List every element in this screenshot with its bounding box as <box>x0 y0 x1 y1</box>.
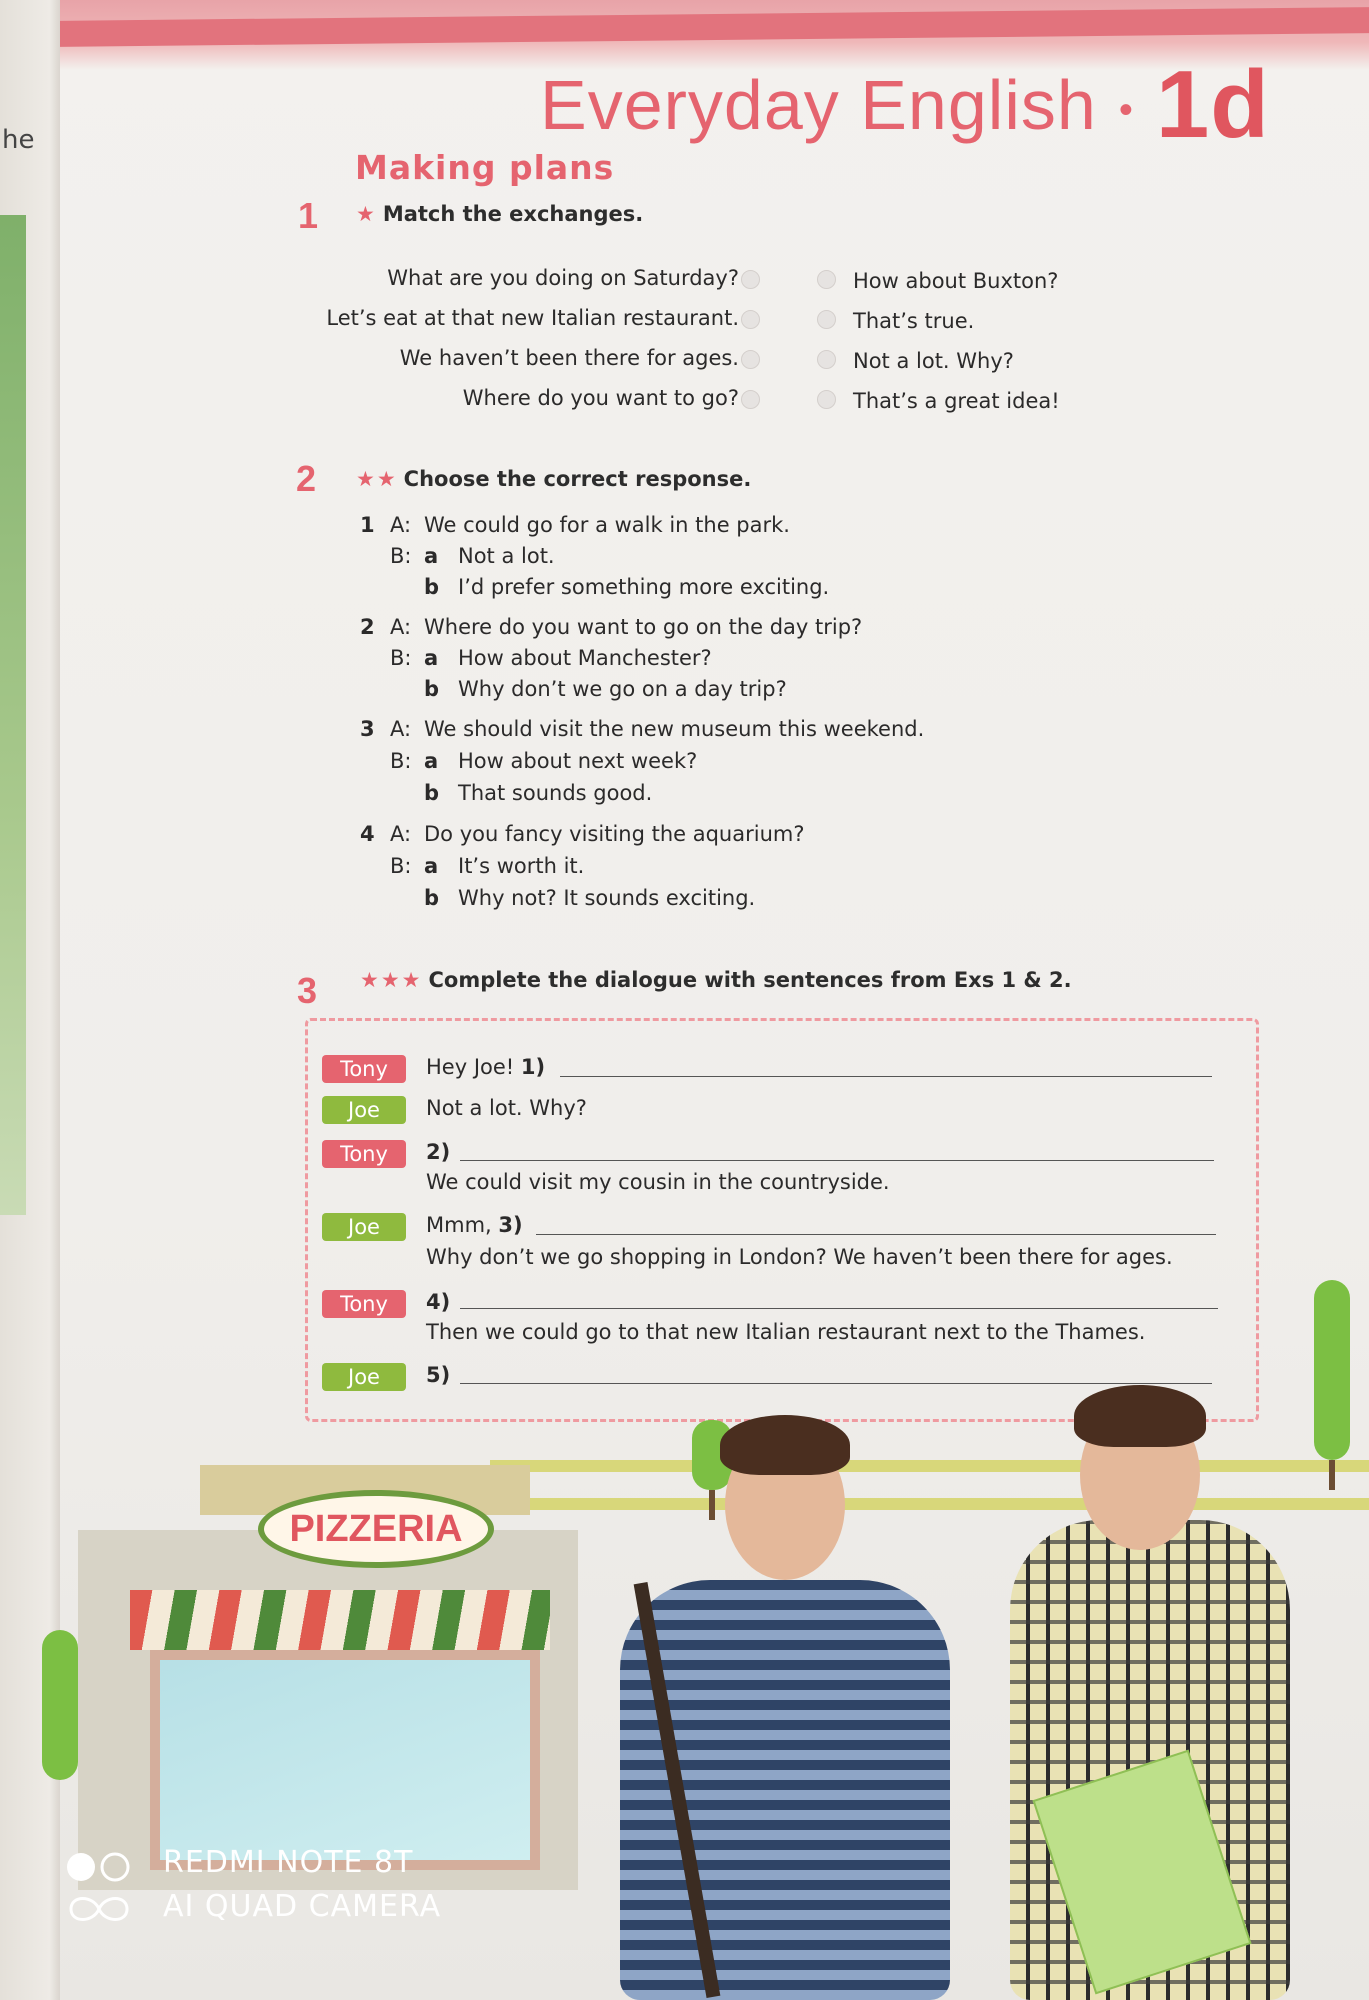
dialogue-line-2: Not a lot. Why? <box>426 1096 587 1120</box>
match-left-dot-3[interactable] <box>741 350 760 369</box>
ex2-item-1-option-b[interactable]: b I’d prefer something more exciting. <box>424 575 830 599</box>
difficulty-stars: ★ <box>356 202 377 226</box>
match-right-4: That’s a great idea! <box>853 389 1060 413</box>
speaker-tony: Tony <box>322 1140 406 1168</box>
exercise-2-number: 2 <box>296 458 317 499</box>
exercise-3-instruction <box>360 968 1072 992</box>
match-right-3: Not a lot. Why? <box>853 349 1014 373</box>
exercise-1-number: 1 <box>298 195 319 236</box>
tree-icon <box>42 1630 78 1780</box>
ex2-item-2-option-a[interactable]: B: a How about Manchester? <box>390 646 712 670</box>
match-right-dot-3[interactable] <box>817 350 836 369</box>
watermark-line-1: REDMI NOTE 8T <box>163 1845 414 1880</box>
match-left-1: What are you doing on Saturday? <box>387 266 739 290</box>
camera-logo-icon <box>65 1851 135 1931</box>
boy-hair <box>720 1415 850 1475</box>
previous-page-text-fragment: he <box>2 125 35 155</box>
match-left-4: Where do you want to go? <box>462 386 739 410</box>
exercise-3-number: 3 <box>297 970 318 1011</box>
difficulty-stars: ★★ <box>356 467 398 491</box>
page-title <box>540 42 1270 158</box>
match-left-dot-2[interactable] <box>741 310 760 329</box>
ex2-item-4-option-b[interactable]: b Why not? It sounds exciting. <box>424 886 756 910</box>
ex2-item-3-option-b[interactable]: b That sounds good. <box>424 781 653 805</box>
street-line-top <box>490 1460 1369 1472</box>
speaker-joe: Joe <box>322 1363 406 1391</box>
striped-awning <box>130 1590 550 1650</box>
match-right-2: That’s true. <box>853 309 975 333</box>
dialogue-line-4: Mmm, 3) <box>426 1213 523 1237</box>
section-heading: Making plans <box>355 148 615 187</box>
answer-blank-1[interactable] <box>560 1076 1212 1077</box>
match-right-dot-4[interactable] <box>817 390 836 409</box>
match-right-dot-2[interactable] <box>817 310 836 329</box>
speaker-tony: Tony <box>322 1290 406 1318</box>
answer-blank-4[interactable] <box>460 1308 1218 1309</box>
exercise-2-instruction <box>356 467 751 491</box>
ex2-item-1-option-a[interactable]: B: a Not a lot. <box>390 544 555 568</box>
ex2-item-3-option-a[interactable]: B: a How about next week? <box>390 749 698 773</box>
workbook-page <box>60 0 1369 2000</box>
header-stripe <box>60 7 1369 47</box>
ex2-item-3-question: 3 A: We should visit the new museum this weekend. <box>360 717 925 741</box>
dialogue-line-6-number: 4) <box>426 1290 451 1314</box>
dialogue-line-6: Then we could go to that new Italian restaurant next to the Thames. <box>426 1320 1146 1344</box>
match-left-dot-4[interactable] <box>741 390 760 409</box>
difficulty-stars: ★★★ <box>360 968 423 992</box>
pizzeria-window <box>150 1650 540 1870</box>
answer-blank-2[interactable] <box>460 1160 1214 1161</box>
speaker-joe: Joe <box>322 1213 406 1241</box>
speaker-joe: Joe <box>322 1096 406 1124</box>
ex2-item-2-question: 2 A: Where do you want to go on the day trip? <box>360 615 863 639</box>
ex2-item-1-question: 1 A: We could go for a walk in the park. <box>360 513 790 537</box>
answer-blank-3[interactable] <box>536 1234 1216 1235</box>
dialogue-line-7-number: 5) <box>426 1363 451 1387</box>
dialogue-line-3-number: 2) <box>426 1140 451 1164</box>
match-left-3: We haven’t been there for ages. <box>399 346 739 370</box>
dialogue-line-1: Hey Joe! 1) <box>426 1055 546 1079</box>
ex2-item-4-option-a[interactable]: B: a It’s worth it. <box>390 854 585 878</box>
answer-blank-5[interactable] <box>460 1383 1212 1384</box>
pizzeria-sign: PIZZERIA <box>258 1490 494 1568</box>
dialogue-line-3: We could visit my cousin in the countryside. <box>426 1170 890 1194</box>
title-bullet: • <box>1118 88 1134 133</box>
speaker-tony: Tony <box>322 1055 406 1083</box>
tree-trunk <box>709 1490 715 1520</box>
match-left-dot-1[interactable] <box>741 270 760 289</box>
ex2-item-4-question: 4 A: Do you fancy visiting the aquarium? <box>360 822 805 846</box>
match-left-2: Let’s eat at that new Italian restaurant. <box>326 306 739 330</box>
exercise-1-instruction <box>356 202 643 226</box>
street-line-bottom <box>490 1498 1369 1510</box>
tree-icon <box>1314 1280 1350 1460</box>
page-title-text: Everyday English <box>540 66 1097 144</box>
dialogue-line-5: Why don’t we go shopping in London? We haven’t been there for ages. <box>426 1245 1173 1269</box>
previous-page-green-tab <box>0 215 26 1215</box>
unit-code: 1d <box>1155 51 1270 158</box>
ex2-item-2-option-b[interactable]: b Why don’t we go on a day trip? <box>424 677 787 701</box>
tree-trunk <box>1329 1460 1335 1490</box>
watermark-line-2: AI QUAD CAMERA <box>163 1889 442 1924</box>
boy-hair <box>1074 1385 1206 1447</box>
match-right-dot-1[interactable] <box>817 270 836 289</box>
match-right-1: How about Buxton? <box>853 269 1059 293</box>
exercise-1-instruction-text: Match the exchanges. <box>382 202 644 226</box>
exercise-2-instruction-text: Choose the correct response. <box>403 467 752 491</box>
exercise-3-instruction-text: Complete the dialogue with sentences from Exs 1 & 2. <box>428 968 1072 992</box>
